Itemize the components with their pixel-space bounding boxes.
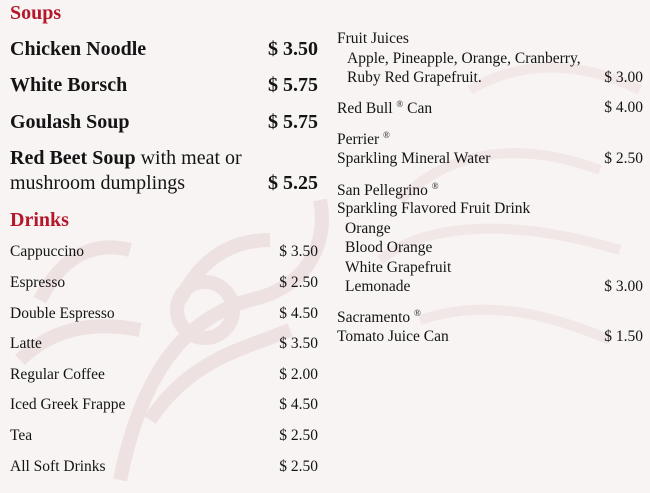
drink-row [10, 366, 318, 386]
drink-row [10, 335, 318, 355]
drink-name: All Soft Drinks [10, 458, 106, 475]
drink-name: Double Espresso [10, 305, 115, 322]
red-bull-label [337, 99, 432, 118]
soups-heading: Soups [10, 2, 62, 24]
drink-price: $ 2.50 [279, 427, 318, 444]
sacramento-name: Sacramento [337, 309, 411, 327]
drink-name: Cappuccino [10, 243, 85, 260]
registered-mark: ® [431, 181, 439, 191]
drink-row [10, 274, 318, 294]
red-beet-soup-desc1: with meat or [135, 147, 242, 169]
san-pellegrino-line2: Sparkling Flavored Fruit Drink [337, 200, 531, 217]
soup-item-price: $ 5.75 [268, 74, 318, 96]
red-bull-name: Red Bull [337, 100, 393, 118]
drink-name: Espresso [10, 274, 66, 291]
drink-row [10, 396, 318, 416]
perrier-price: $ 2.50 [604, 150, 643, 167]
san-pellegrino-label [337, 181, 439, 200]
red-beet-soup-price: $ 5.25 [268, 172, 318, 194]
san-pellegrino-flavor: Lemonade [345, 278, 411, 295]
red-bull-price: $ 4.00 [604, 99, 643, 116]
perrier-name: Perrier [337, 131, 380, 149]
sacramento-price: $ 1.50 [604, 328, 643, 345]
drink-price: $ 2.50 [279, 274, 318, 291]
sacramento-label [337, 308, 421, 327]
fruit-juices-line1: Apple, Pineapple, Orange, Cranberry, [347, 50, 581, 67]
registered-mark: ® [414, 308, 421, 318]
san-pellegrino-flavor: Orange [345, 220, 391, 237]
soup-item-name: Chicken Noodle [10, 38, 147, 60]
fruit-juices-price: $ 3.00 [604, 69, 643, 86]
drink-name: Tea [10, 427, 33, 444]
soup-item-name: White Borsch [10, 74, 128, 96]
drink-price: $ 2.50 [279, 458, 318, 475]
drink-name: Iced Greek Frappe [10, 396, 126, 413]
soup-item-price: $ 5.75 [268, 111, 318, 133]
san-pellegrino-flavor: White Grapefruit [345, 259, 452, 276]
drinks-heading: Drinks [10, 209, 69, 231]
soup-item-name: Goulash Soup [10, 111, 130, 133]
soup-item-price: $ 3.50 [268, 38, 318, 60]
san-pellegrino-flavor: Blood Orange [345, 239, 433, 256]
drink-row [10, 243, 318, 263]
drink-price: $ 2.00 [279, 366, 318, 383]
drink-price: $ 3.50 [279, 335, 318, 352]
drink-price: $ 4.50 [279, 396, 318, 413]
perrier-label [337, 130, 390, 149]
perrier-line2: Sparkling Mineral Water [337, 150, 491, 167]
drink-name: Latte [10, 335, 42, 352]
san-pellegrino-price: $ 3.00 [604, 278, 643, 295]
red-beet-soup-name: Red Beet Soup [10, 147, 136, 169]
red-beet-soup-line1 [10, 147, 242, 170]
san-pellegrino-name: San Pellegrino [337, 182, 428, 200]
drink-price: $ 4.50 [279, 305, 318, 322]
registered-mark: ® [383, 130, 390, 140]
drink-row [10, 427, 318, 447]
drink-name: Regular Coffee [10, 366, 105, 383]
fruit-juices-title: Fruit Juices [337, 30, 409, 47]
sacramento-line2: Tomato Juice Can [337, 328, 449, 345]
red-beet-soup-desc2: mushroom dumplings [10, 172, 186, 194]
drink-row [10, 458, 318, 478]
registered-mark: ® [396, 99, 404, 109]
fruit-juices-line2: Ruby Red Grapefruit. [347, 69, 482, 86]
drink-row [10, 305, 318, 325]
drink-price: $ 3.50 [279, 243, 318, 260]
red-bull-suffix: Can [403, 100, 433, 118]
